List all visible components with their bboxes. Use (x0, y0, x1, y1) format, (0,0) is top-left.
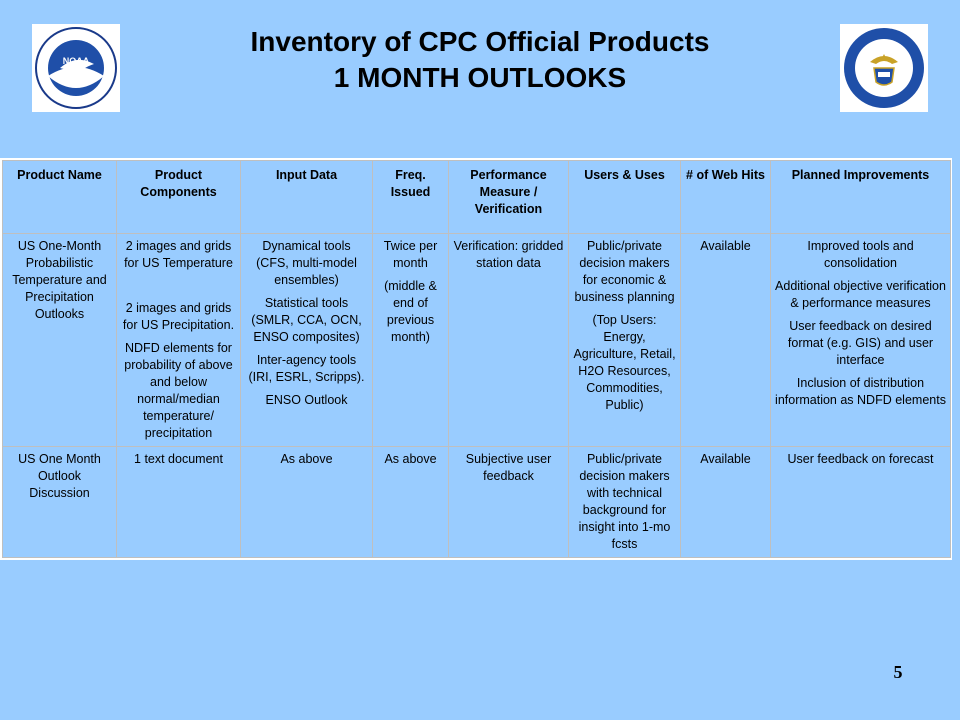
title-line-1: Inventory of CPC Official Products (250, 26, 710, 57)
products-table (0, 158, 952, 560)
cell-text: Statistical tools (SMLR, CCA, OCN, ENSO composites) (251, 296, 362, 344)
cell-input-data: As above (241, 447, 373, 558)
cell-text: Inclusion of distribution information as NDFD elements (775, 376, 946, 407)
header-web-hits: # of Web Hits (681, 161, 771, 234)
page-number: 5 (893, 662, 903, 682)
cell-web-hits: Available (681, 234, 771, 447)
cell-text: Additional objective verification & performance measures (775, 279, 946, 310)
cell-performance: Verification: gridded station data (449, 234, 569, 447)
cell-text: Twice per month (383, 239, 438, 270)
header-product-name: Product Name (3, 161, 117, 234)
header-improvements: Planned Improvements (771, 161, 951, 234)
cell-performance: Subjective user feedback (449, 447, 569, 558)
table-row (3, 447, 951, 558)
cell-text: User feedback on desired format (e.g. GIS) and user interface (787, 319, 934, 367)
table-header-row (3, 161, 951, 234)
cell-users (569, 234, 681, 447)
cell-text: 2 images and grids for US Temperature (124, 239, 233, 270)
doc-seal-icon (840, 24, 928, 112)
page-title (140, 24, 820, 96)
header-freq-issued: Freq. Issued (373, 161, 449, 234)
cell-text: 2 images and grids for US Precipitation. (122, 301, 235, 332)
noaa-logo-text: NOAA (62, 56, 90, 66)
header-product-components: Product Components (117, 161, 241, 234)
cell-text: NDFD elements for probability of above and below normal/median temperature/ precipitation (124, 341, 233, 440)
noaa-logo (32, 24, 120, 112)
cell-web-hits: Available (681, 447, 771, 558)
title-line-2: 1 MONTH OUTLOOKS (333, 62, 627, 93)
cell-components (117, 234, 241, 447)
doc-seal (840, 24, 928, 112)
cell-text: Dynamical tools (CFS, multi-model ensembles) (256, 239, 357, 287)
noaa-logo-icon (32, 24, 120, 112)
cell-text: Public/private decision makers for economic & business planning (574, 239, 675, 304)
cell-improvements (771, 234, 951, 447)
cell-text: (middle & end of previous month) (384, 279, 437, 344)
cell-freq (373, 234, 449, 447)
cell-freq: As above (373, 447, 449, 558)
cell-text: Inter-agency tools (IRI, ESRL, Scripps). (248, 353, 365, 384)
cell-input-data (241, 234, 373, 447)
cell-product-name: US One-Month Probabilistic Temperature and Precipitation Outlooks (3, 234, 117, 447)
cell-components: 1 text document (117, 447, 241, 558)
cell-text: Improved tools and consolidation (807, 239, 914, 270)
cell-product-name: US One Month Outlook Discussion (3, 447, 117, 558)
header-users-uses: Users & Uses (569, 161, 681, 234)
header-input-data: Input Data (241, 161, 373, 234)
cell-text: ENSO Outlook (265, 393, 348, 407)
cell-users: Public/private decision makers with technical background for insight into 1-mo fcsts (569, 447, 681, 558)
header-performance: Performance Measure / Verification (449, 161, 569, 234)
cell-improvements: User feedback on forecast (771, 447, 951, 558)
table-row (3, 234, 951, 447)
cell-text: (Top Users: Energy, Agriculture, Retail, H2O Resources, Commodities, Public) (573, 313, 676, 412)
